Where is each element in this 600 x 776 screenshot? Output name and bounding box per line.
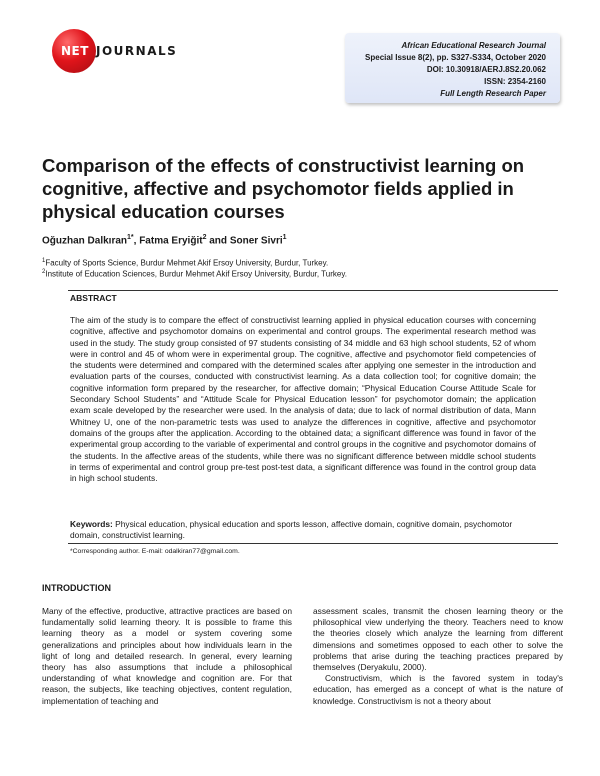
body-column-right [313, 606, 563, 707]
introduction-heading: INTRODUCTION [42, 583, 111, 593]
author-name: Soner Sivri [229, 235, 283, 247]
article-type: Full Length Research Paper [440, 89, 546, 98]
abstract-bottom-rule [68, 543, 558, 544]
body-paragraph: Constructivism, which is the favored system in today's education, has emerged as a concept of what is the nature of knowledge. Constructivism is not a theory about [313, 673, 563, 706]
logo-journals-text: JOURNALS [96, 44, 178, 58]
affiliation-sup: 1 [42, 258, 46, 264]
abstract-top-rule [68, 290, 558, 291]
affiliation [42, 269, 347, 279]
author-name: Oğuzhan Dalkıran [42, 235, 128, 247]
affiliation-text: Institute of Education Sciences, Burdur Mehmet Akif Ersoy University, Burdur, Turkey. [45, 269, 347, 279]
paper-title: Comparison of the effects of constructivist learning on cognitive, affective and psychomotor fields applied in physical education courses [42, 155, 525, 222]
author-list [42, 234, 287, 246]
abstract-text: The aim of the study is to compare the effect of constructivist learning applied in physical education courses with concerning cognitive, affective and psychomotor domains on experimental and control groups. The experimental research method was used in the study. The study group consisted of 97 students consisting of 34 middle and 63 high school students, 52 of whom were in control and 45 of whom were in experimental group. The cognitive, affective and psychomotor field competencies of the students were determined and compared with the determined scales after applying one semester in the introduction and evaluation parts of the courses, conducted with constructivist learning. As a data collection tool; for cognitive domain; the cognitive information form prepared by the researcher, for affective domain; “Physical Education Course Attitude Scale for Secondary School Students” and “Attitude Scale for Physical Education lesson” for psychomotor domain; the application exam scale developed by the researcher were used. In the analysis of data; due to lack of normal distribution of data, Mann Whitney U, one of the non-parametric tests was used to analyze the differences in cognitive, affective and psychomotor domains of the groups after the application. According to the obtained data; a significant difference was found in favor of the experimental group according to the variable of experimental and control groups in the cognitive and psychomotor domains of the students. In the affective areas of the students, while there was no significant difference between middle school students in terms of experimental and control group pre-test post-test data, a significant difference was found in the control group data in high school students. [70, 315, 536, 484]
author-sup: 1 [282, 234, 287, 241]
journal-issue: Special Issue 8(2), pp. S327-S334, October 2020 [365, 53, 546, 62]
journal-issn: ISSN: 2354-2160 [484, 77, 546, 86]
keywords-text: Physical education, physical education and sports lesson, affective domain, cognitive domain, psychomotor domain, constructivist learning. [70, 519, 513, 541]
affiliation-sup: 2 [42, 269, 46, 275]
keywords-label: Keywords: [70, 519, 113, 529]
author-sup: 2 [202, 234, 207, 241]
journal-info-box [345, 33, 560, 103]
author-sup: 1* [127, 234, 134, 241]
affiliation [42, 258, 328, 268]
keywords [70, 519, 536, 542]
journal-doi: DOI: 10.30918/AERJ.8S2.20.062 [426, 65, 546, 74]
abstract-heading: ABSTRACT [70, 293, 117, 303]
body-column-left [42, 606, 292, 707]
publisher-logo [52, 29, 202, 73]
author-sep: , [133, 235, 140, 247]
body-paragraph: Many of the effective, productive, attractive practices are based on fundamentally solid learning theory. It is possible to frame this learning theory as a model or system covering some generalizations and principles about how individuals learn in the light of long and detailed research. In general, every learning theory has also assumptions that include a philosophical understanding of what knowledge and cognition are. For that reason, the subjects, like teaching objectives, content regulation, implementation of teaching and [42, 606, 292, 706]
logo-net-text: NET [61, 44, 89, 58]
journal-name: African Educational Research Journal [401, 41, 546, 50]
body-paragraph: assessment scales, transmit the chosen learning theory or the philosophical view underlying the theory. Teachers need to know the theories closely which analyze the learning from different dimensions and sometimes opposed to each other to solve the problems that arise during the teaching practices prepared by themselves (Deryakulu, 2000). [313, 606, 563, 673]
author-name: Fatma Eryiğit [139, 235, 203, 247]
corresponding-author: *Corresponding author. E-mail: odalkiran77@gmail.com. [70, 548, 240, 555]
affiliation-text: Faculty of Sports Science, Burdur Mehmet Akif Ersoy University, Burdur, Turkey. [45, 258, 329, 268]
author-sep: and [206, 235, 230, 247]
